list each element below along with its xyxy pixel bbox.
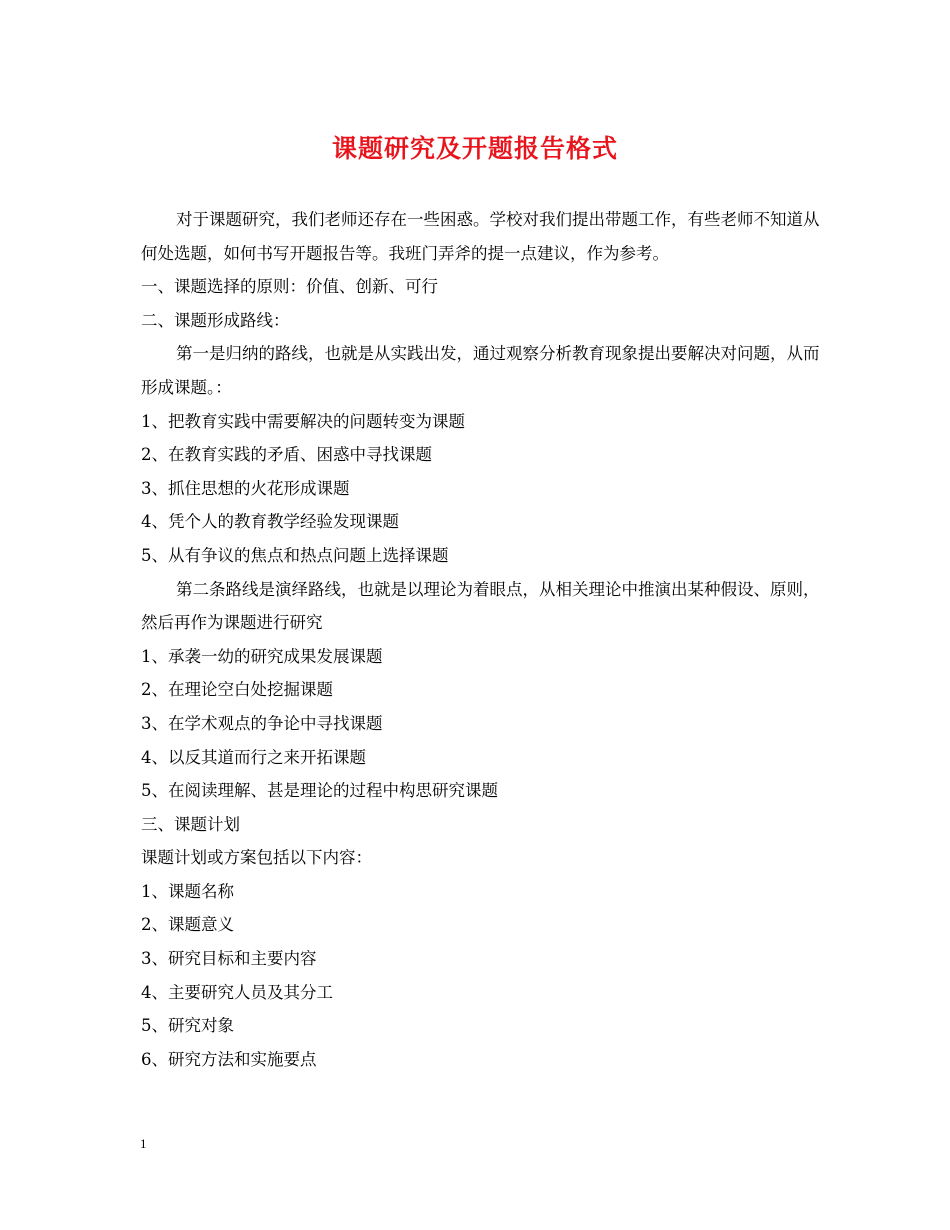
list-item: 4、凭个人的教育教学经验发现课题 [141, 512, 399, 532]
list-item: 2、在教育实践的矛盾、困惑中寻找课题 [141, 445, 432, 465]
section-heading: 二、课题形成路线： [141, 310, 290, 330]
page-number: 1 [140, 1136, 147, 1151]
list-item: 5、研究对象 [141, 1016, 234, 1036]
section-heading: 三、课题计划 [141, 814, 240, 834]
list-item: 2、课题意义 [141, 915, 234, 935]
list-item: 6、研究方法和实施要点 [141, 1049, 317, 1069]
list-item: 4、以反其道而行之来开拓课题 [141, 747, 366, 767]
section-heading: 一、课题选择的原则：价值、创新、可行 [141, 277, 438, 297]
document-title: 课题研究及开题报告格式 [331, 134, 618, 163]
list-item: 1、把教育实践中需要解决的问题转变为课题 [141, 411, 465, 431]
paragraph: 第二条路线是演绎路线，也就是以理论为着眼点，从相关理论中推演出某种假设、原则，然后再作为课题进行研究 [141, 579, 820, 633]
list-item: 5、从有争议的焦点和热点问题上选择课题 [141, 545, 449, 565]
list-item: 1、课题名称 [141, 881, 234, 901]
list-item: 4、主要研究人员及其分工 [141, 982, 333, 1002]
list-item: 2、在理论空白处挖掘课题 [141, 680, 333, 700]
list-item: 3、在学术观点的争论中寻找课题 [141, 713, 383, 733]
list-item: 3、研究目标和主要内容 [141, 949, 317, 969]
list-item: 5、在阅读理解、甚是理论的过程中构思研究课题 [141, 781, 498, 801]
list-item: 1、承袭一幼的研究成果发展课题 [141, 646, 383, 666]
paragraph: 第一是归纳的路线，也就是从实践出发，通过观察分析教育现象提出要解决对问题，从而形成课题。： [141, 344, 820, 397]
paragraph: 对于课题研究，我们老师还存在一些困惑。学校对我们提出带题工作，有些老师不知道从何处选题，如何书写开题报告等。我班门弄斧的提一点建议，作为参考。 [141, 210, 820, 263]
document-body [141, 203, 821, 1076]
list-item: 3、抓住思想的火花形成课题 [141, 478, 350, 498]
paragraph: 课题计划或方案包括以下内容： [141, 848, 372, 868]
